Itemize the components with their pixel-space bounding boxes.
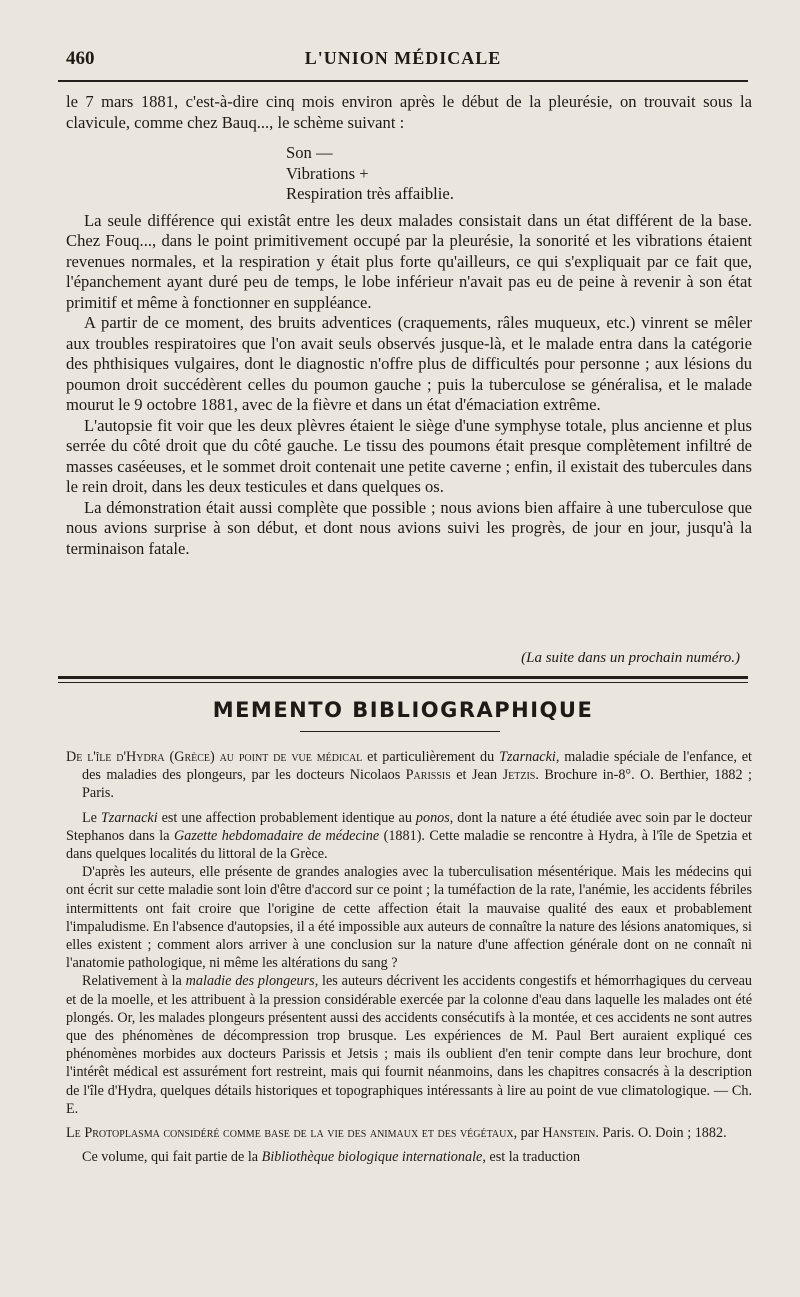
review-paragraph: Relativement à la maladie des plongeurs, les auteurs décrivent les accidents congestifs et hémorrhagiques du cerveau et de la moelle, et les attribuent à la pression considérable exercée par la colonne d'eau dans laquelle les malades ont été plongés. Or, les malades plongeurs présentent aussi des accidents consécutifs à la montée, et ces accidents ne sont autres que des phénomènes de décompression trop brusque. Les expériences de M. Paul Bert auraient expliqué ces phénomènes morbides aux docteurs Parissis et Jetsis ; mais ils oublient d'en tenir compte dans leur brochure, dont l'intérêt médical est assurément fort restreint, mais qui fournit néanmoins, dans les chapitres consacrés à la description de l'île d'Hydra, quelques détails historiques et topographiques intéressants à lire au point de vue climatologique. — Ch. E. [66,973,753,1117]
entry-heading: De l'île d'Hydra (Grèce) au point de vue médical [66,749,363,765]
paragraph: La démonstration était aussi complète que possible ; nous avions bien affaire à une tuberculose que nous avions surprise à son début, et dont nous avions suivi les progrès, de jour en jour, jusqu'à la terminaison fatale. [66,497,752,558]
section-rule-top [58,676,748,679]
paragraph: L'autopsie fit voir que les deux plèvres étaient le siège d'une symphyse totale, plus ancienne et plus serrée du côté droit que du côté gauche. Le tissu des poumons était presque complètement infiltré de masses caséeuses, et le sommet droit contenait une petite caverne ; enfin, il existait des tubercules dans le rein droit, dans les deux testicules et dans quelques os. [66,415,752,496]
physical-exam-scheme [286,143,752,205]
page-number: 460 [66,48,95,69]
review-paragraph: Ce volume, qui fait partie de la Bibliothèque biologique internationale, est la traduction [82,1149,581,1166]
scheme-line-son: Son — [286,143,333,162]
author-name: Hanstein [542,1125,596,1142]
paragraph: La seule différence qui existât entre les deux malades consistait dans un état différent de la base. Chez Fouq..., dans le point primitivement occupé par la pleurésie, la sonorité et les vibrations étaient revenues normales, et la respiration y était plus forte qu'ailleurs, ce qui s'expliquait par ce fait que, l'épanchement ayant duré peu de temps, le lobe inférieur n'avait pas eu de peine à revenir à son état primitif et même à fonctionner en suppléance. [66,210,752,312]
reviewer-signature: — Ch. E. [66,1082,753,1117]
bibliography-section [66,748,752,1166]
title-underline [300,731,500,732]
author-name: Jetzis [502,767,536,784]
page-header [58,46,748,76]
bibliography-entry: Le Protoplasma considéré comme base de la vie des animaux et des végétaux, par Hanstein. Paris. O. Doin ; 1882. [66,1125,727,1142]
scheme-line-respiration: Respiration très affaiblie. [286,184,454,203]
header-rule [58,80,748,82]
review-paragraph: Le Tzarnacki est une affection probablement identique au ponos, dont la nature a été étudiée avec soin par le docteur Stephanos dans la Gazette hebdomadaire de médecine (1881). Cette maladie se rencontre à Hydra, à l'île de Spetzia et dans quelques localités du littoral de la Grèce. [66,809,752,863]
bibliography-entry: De l'île d'Hydra (Grèce) au point de vue médical et particulièrement du Tzarnacki, maladie spéciale de l'enfance, et des maladies des plongeurs, par les docteurs Nicolaos Parissis et Jean Jetzis. Brochure in-8°. O. Berthier, 1882 ; Paris. [66,749,753,802]
to-be-continued-note: (La suite dans un prochain numéro.) [521,650,740,666]
paragraph: le 7 mars 1881, c'est-à-dire cinq mois environ après le début de la pleurésie, on trouvait sous la clavicule, comme chez Bauq..., le schème suivant : [66,92,752,132]
scheme-line-vibrations: Vibrations + [286,163,369,183]
author-name: Parissis [405,767,451,784]
paragraph: A partir de ce moment, des bruits adventices (craquements, râles muqueux, etc.) vinrent se mêler aux troubles respiratoires que l'on avait seuls observés jusque-là, et le malade entra dans la catégorie des phthisiques vulgaires, dont le diagnostic n'offre plus de difficultés pour personne ; aux lésions du poumon droit succédèrent celles du poumon gauche ; puis la tuberculose se généralisa, et le malade mourut le 9 octobre 1881, avec de la fièvre et dans un état d'émaciation extrême. [66,313,752,414]
running-title: L'UNION MÉDICALE [304,48,502,68]
article-body [66,92,752,559]
section-rule-top-thin [58,682,748,683]
section-title: MEMENTO BIBLIOGRAPHIQUE [212,698,594,722]
entry-heading: Le Protoplasma considéré comme base de la vie des animaux et des végétaux, [66,1125,518,1142]
review-paragraph: D'après les auteurs, elle présente de grandes analogies avec la tuberculisation mésentérique. Mais les médecins qui ont écrit sur cette maladie sont loin d'être d'accord sur ce point ; la tuméfaction de la rate, l'anémie, les accidents fébriles intermittents ont fait croire que l'origine de cette affection était la mauvaise qualité des eaux et probablement l'impaludisme. En l'absence d'autopsies, il a été impossible aux auteurs de connaître la nature des lésions anatomiques, si elles existent ; comment alors arriver à une conclusion sur la nature d'une affection générale dont on ne connaît ni l'anatomie pathologique, ni même les altérations du sang ? [66,864,752,972]
